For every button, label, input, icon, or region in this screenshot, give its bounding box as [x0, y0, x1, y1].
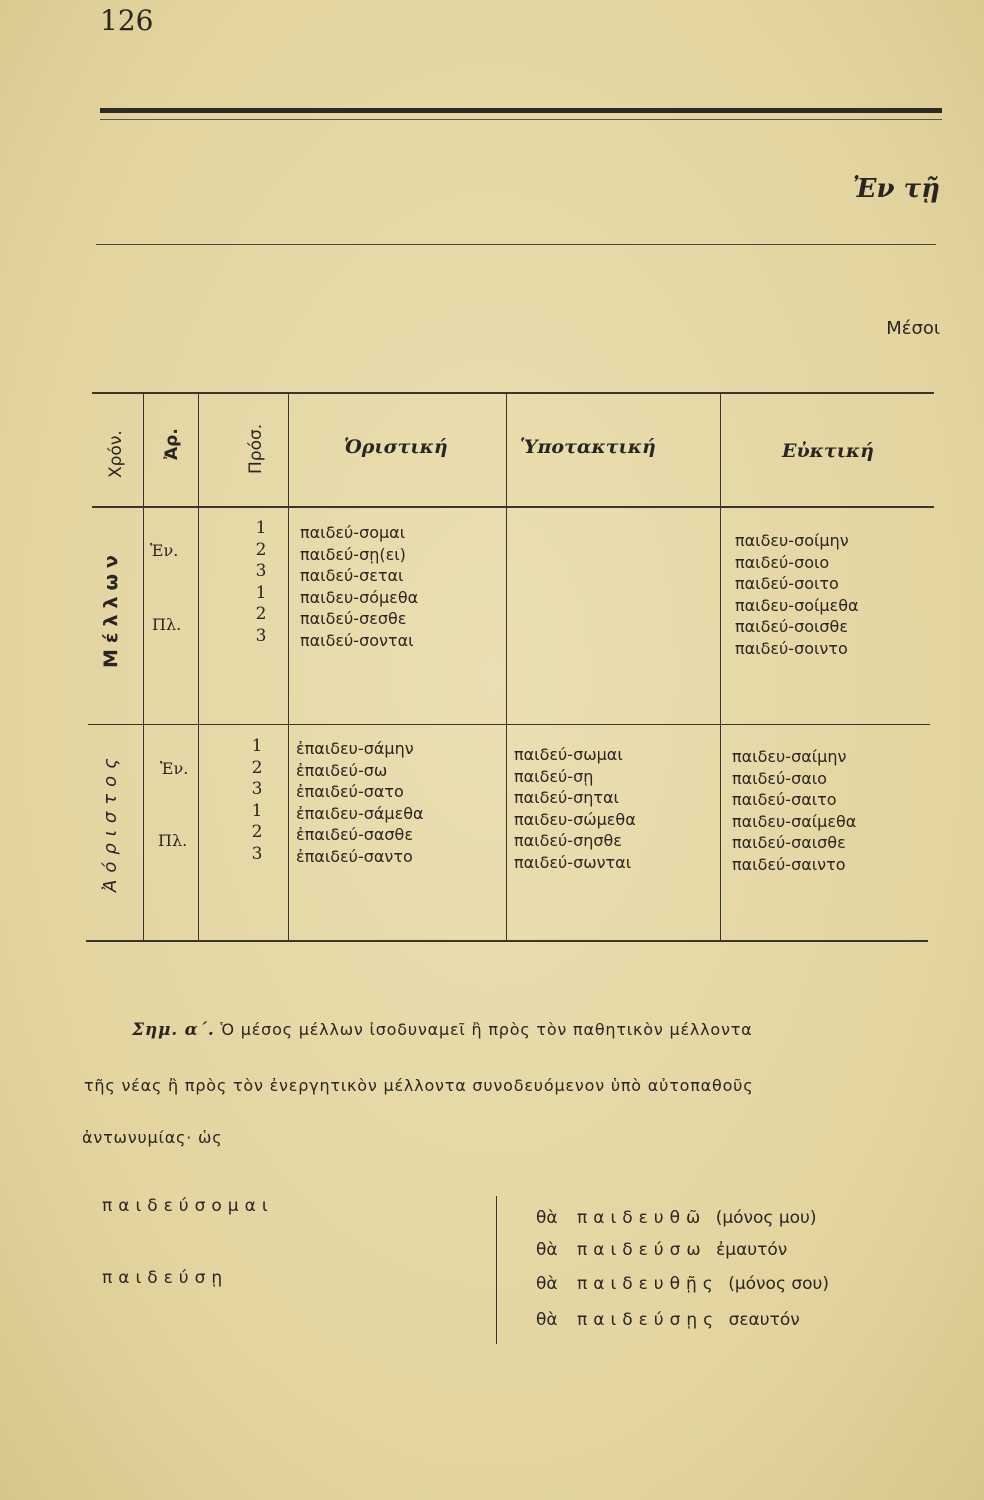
verb-form: παιδεύ-σηται — [514, 788, 619, 807]
verb-form: παιδεύ-σομαι — [300, 523, 406, 542]
person-num: 2 — [255, 604, 267, 624]
person-num: 3 — [251, 843, 263, 864]
header-subjunctive: Ὑποτακτική — [520, 436, 656, 458]
table-mid-line — [88, 724, 930, 725]
verb-form: παιδευ-σαίμην — [732, 747, 847, 766]
future-optative-forms — [735, 530, 859, 659]
verb-form: παιδευ-σοίμην — [735, 531, 849, 550]
note-text-1: Ὁ μέσος μέλλων ἰσοδυναμεῖ ἢ πρὸς τὸν παθητικὸν μέλλοντα — [220, 1020, 753, 1039]
person-num: 3 — [255, 625, 267, 646]
header-number: Ἀρ. — [162, 428, 182, 460]
note-label: Σημ. α΄. — [132, 1020, 215, 1040]
verb-form: παιδεύ-σῃ(ει) — [300, 544, 406, 564]
person-num: 1 — [255, 518, 267, 538]
verb-form: παιδεύ-σαιντο — [732, 854, 846, 874]
verb: παιδευθῇς — [577, 1274, 719, 1294]
verb-form: παιδεύ-σεται — [300, 566, 404, 585]
gloss: (μόνος σου) — [728, 1274, 829, 1294]
verb-form: παιδευ-σοίμεθα — [735, 595, 859, 615]
example-right-2 — [536, 1240, 787, 1260]
verb-form: παιδεύ-σωνται — [514, 852, 632, 872]
example-left-2: παιδεύσῃ — [102, 1268, 229, 1288]
verb-form: παιδευ-σώμεθα — [514, 809, 636, 829]
header-rule-thick — [100, 108, 942, 113]
person-num: 1 — [255, 582, 267, 603]
verb: παιδεύσω — [577, 1240, 707, 1260]
verb-form: παιδεύ-σῃ — [514, 766, 594, 786]
table-vline-3 — [288, 394, 289, 940]
future-plural-label: Πλ. — [152, 615, 182, 634]
aorist-subjunctive-forms — [514, 744, 636, 873]
verb-form: παιδεύ-σαιτο — [732, 790, 837, 809]
header-person: Πρόσ. — [246, 423, 266, 474]
verb-form: παιδεύ-σαιο — [732, 768, 827, 788]
verb: παιδεύσῃς — [577, 1310, 720, 1330]
person-num: 2 — [255, 539, 267, 560]
header-optative: Εὐκτική — [782, 440, 874, 462]
examples-divider — [496, 1196, 497, 1344]
verb: παιδευθῶ — [577, 1208, 707, 1228]
voice-label: Μέσοι — [886, 318, 940, 339]
person-num: 1 — [251, 800, 263, 821]
table-vline-4 — [506, 394, 507, 940]
person-num: 2 — [251, 822, 263, 842]
header-tense: Χρόν. — [106, 430, 126, 478]
particle: θὰ — [536, 1208, 558, 1228]
verb-form: παιδεύ-σοιντο — [735, 638, 848, 658]
verb-form: ἐπαιδευ-σάμεθα — [296, 803, 424, 823]
table-vline-2 — [198, 394, 199, 940]
particle: θὰ — [536, 1310, 558, 1330]
note-line-3: ἀντωνυμίας· ὡς — [82, 1128, 223, 1147]
example-left-1: παιδεύσομαι — [102, 1196, 274, 1216]
aorist-plural-label: Πλ. — [158, 831, 188, 850]
person-num: 3 — [251, 779, 263, 799]
section-rule — [96, 244, 936, 245]
verb-form: παιδεύ-σησθε — [514, 831, 622, 850]
aorist-tense-label: Ἀόριστος — [100, 751, 121, 892]
verb-form: παιδεύ-σωμαι — [514, 745, 623, 764]
person-num: 2 — [251, 757, 263, 778]
verb-form: ἐπαιδεύ-σασθε — [296, 825, 413, 844]
table-vline-5 — [720, 394, 721, 940]
verb-form: ἐπαιδεύ-σω — [296, 760, 388, 780]
aorist-optative-forms — [732, 746, 856, 875]
verb-form: ἐπαιδεύ-σατο — [296, 782, 404, 801]
verb-form: παιδεύ-σονται — [300, 630, 414, 650]
future-persons — [246, 518, 276, 647]
table-top-line — [92, 392, 934, 394]
gloss: ἐμαυτόν — [716, 1240, 788, 1260]
verb-form: παιδεύ-σοισθε — [735, 617, 848, 636]
table-vline-1 — [143, 394, 144, 940]
header-indicative: Ὁριστική — [344, 436, 448, 458]
verb-form: παιδευ-σαίμεθα — [732, 811, 857, 831]
person-num: 1 — [251, 736, 263, 756]
example-right-1 — [536, 1208, 817, 1228]
note-line-1 — [132, 1020, 753, 1040]
verb-form: παιδεύ-σαισθε — [732, 833, 846, 852]
verb-form: ἐπαιδεύ-σαντο — [296, 846, 413, 866]
particle: θὰ — [536, 1274, 558, 1294]
future-tense-label: Μέλλων — [100, 549, 122, 668]
example-right-4 — [536, 1310, 800, 1330]
future-indicative-forms — [300, 522, 418, 651]
running-title: Ἐν τῇ — [852, 174, 940, 204]
note-line-2: τῆς νέας ἢ πρὸς τὸν ἐνεργητικὸν μέλλοντα συνοδευόμενον ὑπὸ αὐτοπαθοῦς — [84, 1076, 754, 1095]
verb-form: παιδεύ-σοιο — [735, 552, 830, 572]
aorist-singular-label: Ἑν. — [160, 759, 189, 778]
gloss: σεαυτόν — [728, 1310, 800, 1330]
verb-form: παιδεύ-σοιτο — [735, 574, 839, 593]
verb-form: παιδεύ-σεσθε — [300, 609, 407, 628]
header-rule-thin — [100, 119, 942, 120]
example-right-3 — [536, 1274, 829, 1294]
gloss: (μόνος μου) — [715, 1208, 817, 1228]
aorist-indicative-forms — [296, 738, 424, 867]
page-number: 126 — [100, 4, 154, 37]
person-num: 3 — [255, 561, 267, 581]
table-header-line — [92, 506, 934, 508]
verb-form: παιδευ-σόμεθα — [300, 587, 419, 607]
future-singular-label: Ἑν. — [150, 541, 179, 560]
aorist-persons — [242, 736, 272, 865]
particle: θὰ — [536, 1240, 558, 1260]
table-bottom-line — [86, 940, 928, 942]
verb-form: ἐπαιδευ-σάμην — [296, 739, 414, 758]
